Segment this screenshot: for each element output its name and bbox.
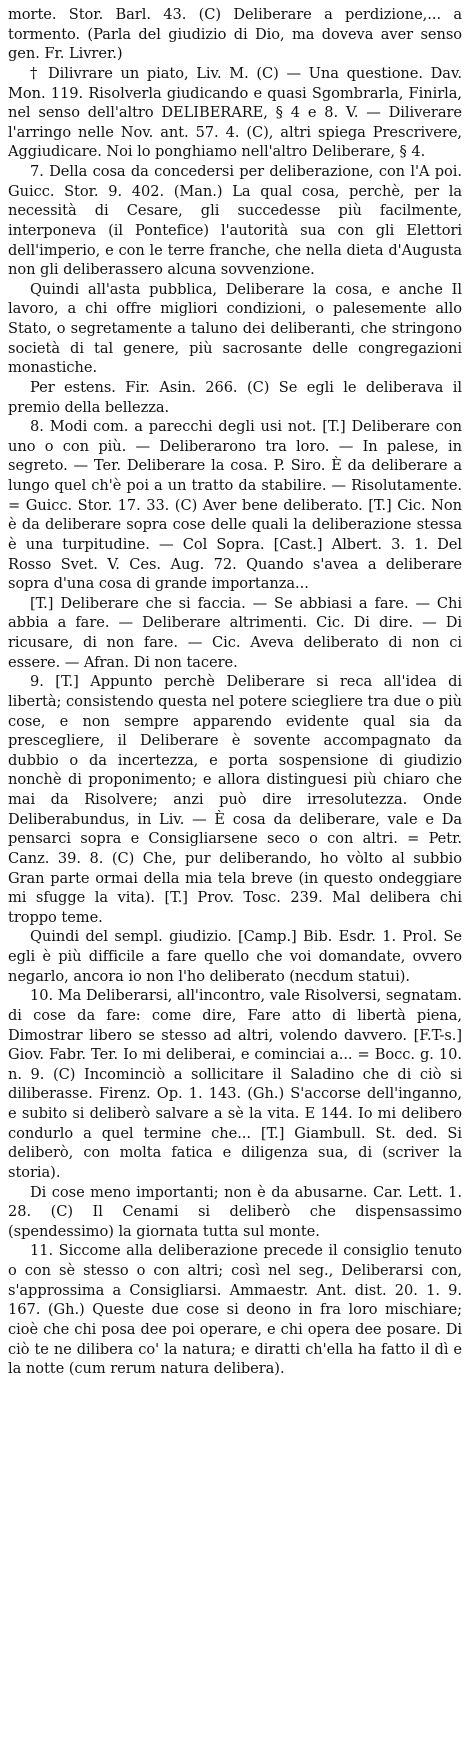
entry-paragraph-8: 8. Modi com. a parecchi degli usi not. [T.] Deliberare con uno o con più. — Deliberarono tra loro. — In palese, in segreto. — Ter. Deliberare la cosa. P. Siro. È da deliberare a lungo quel ch'è poi a un tratto da stabilire. — Risolutamente. = Guicc. Stor. 17. 33. (C) Aver bene deliberato. [T.] Cic. Non è da deliberare sopra cose delle quali la deliberazione stessa è una turpitudine. — Col Sopra. [Cast.] Albert. 3. 1. Del Rosso Svet. V. Ces. Aug. 72. Quando s'avea a deliberare sopra d'una cosa di grande importanza... xyxy=(8,418,462,593)
entry-paragraph-continuation: morte. Stor. Barl. 43. (C) Deliberare a perdizione,... a tormento. (Parla del giudizio di Dio, ma doveva aver senso gen. Fr. Livrer.) xyxy=(8,6,462,63)
entry-paragraph-per-estens: Per estens. Fir. Asin. 266. (C) Se egli le deliberava il premio della bellezza. xyxy=(8,378,462,416)
entry-paragraph-asta-pubblica: Quindi all'asta pubblica, Deliberare la cosa, e anche Il lavoro, a chi offre migliori condizioni, o palesemente allo Stato, o segretamente a taluno dei deliberanti, che stringono società di tal genere, più sacrosante delle congregazioni monastiche. xyxy=(8,280,462,377)
entry-paragraph-8-modi: [T.] Deliberare che si faccia. — Se abbiasi a fare. — Chi abbia a fare. — Deliberare altrimenti. Cic. Di dire. — Di ricusare, di non fare. — Cic. Aveva deliberato di non ci essere. — Afran. Di non tacere. xyxy=(8,594,462,671)
entry-paragraph-10: 10. Ma Deliberarsi, all'incontro, vale Risolversi, segnatam. di cose da fare: come dire, Fare atto di libertà piena, Dimostrar libero se stesso ad altri, volendo davvero. [F.T-s.] Giov. Fabr. Ter. Io mi deliberai, e cominciai a... = Bocc. g. 10. n. 9. (C) Incominciò a sollicitare il Saladino che di ciò si diliberasse. Firenz. Op. 1. 143. (Gh.) S'accorse dell'inganno, e subito si deliberò salvare a sè la vita. E 144. Io mi delibero condurlo a quel termine che... [T.] Giambull. St. ded. Si deliberò, con molta fatica e diligenza sua, di (scriver la storia). xyxy=(8,987,462,1181)
entry-paragraph-11: 11. Siccome alla deliberazione precede il consiglio tenuto o con sè stesso o con altri; così nel seg., Deliberarsi con, s'approssima a Consigliarsi. Ammaestr. Ant. dist. 20. 1. 9. 167. (Gh.) Queste due cose si deono in fra loro mischiare; cioè che chi posa dee poi operare, e chi opera dee posare. Di ciò te ne dilibera co' la natura; e diratti ch'ella ha fatto il dì e la notte (cum rerum natura delibera). xyxy=(8,1242,462,1378)
entry-paragraph-9: 9. [T.] Appunto perchè Deliberare si reca all'idea di libertà; consistendo questa nel potere sciegliere tra due o più cose, e non sempre apparendo evidente qual sia da prescegliere, il Deliberare è sovente accompagnato da dubbio o da incertezza, e porta sospensione di giudizio nonchè di proponimento; e allora distinguesi più chiaro che mai da Risolvere; anzi può dire irresolutezza. Onde Deliberabundus, in Liv. — È cosa da deliberare, vale e Da pensarci sopra e Consigliarsene seco o con altri. = Petr. Canz. 39. 8. (C) Che, pur deliberando, ho vòlto al subbio Gran parte ormai della mia tela breve (in questo ondeggiare mi sfugge la vita). [T.] Prov. Tosc. 239. Mal delibera chi troppo teme. xyxy=(8,673,462,926)
entry-paragraph-cose-meno-importanti: Di cose meno importanti; non è da abusarne. Car. Lett. 1. 28. (C) Il Cenami si deliberò che dispensassimo (spendessimo) la giornata tutta sul monte. xyxy=(8,1183,462,1240)
entry-paragraph-7: 7. Della cosa da concedersi per deliberazione, con l'A poi. Guicc. Stor. 9. 402. (Man.) La qual cosa, perchè, per la necessità di Cesare, gli succedesse più facilmente, interponeva (il Pontefice) l'autorità sua con gli Elettori dell'imperio, e con le terre franche, che nella dieta d'Augusta non gli deliberassero alcuna sovvenzione. xyxy=(8,163,462,279)
entry-paragraph-sempl-giudizio: Quindi del sempl. giudizio. [Camp.] Bib. Esdr. 1. Prol. Se egli è più difficile a fare quello che voi domandate, ovvero negarlo, ancora io non l'ho deliberato (necdum statui). xyxy=(8,928,462,985)
entry-paragraph-dilivrare: † Dilivrare un piato, Liv. M. (C) — Una questione. Dav. Mon. 119. Risolverla giudicando e quasi Sgombrarla, Finirla, nel senso dell'altro DELIBERARE, § 4 e 8. V. — Diliverare l'arringo nelle Nov. ant. 57. 4. (C), altri spiega Prescrivere, Aggiudicare. Noi lo ponghiamo nell'altro Deliberare, § 4. xyxy=(8,64,462,161)
